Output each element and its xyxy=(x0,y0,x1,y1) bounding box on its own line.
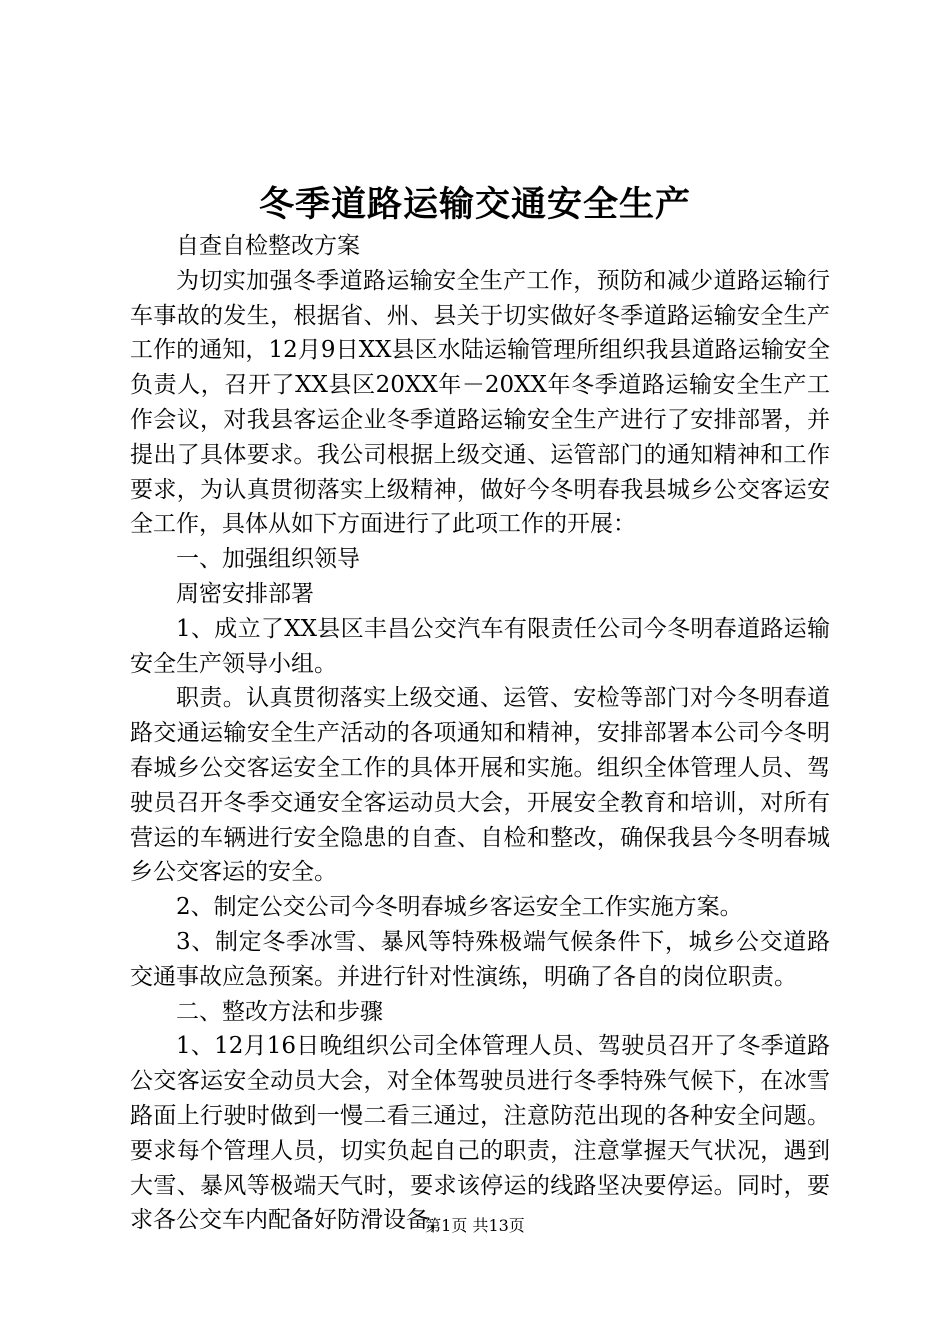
paragraph-intro: 为切实加强冬季道路运输安全生产工作，预防和减少道路运输行车事故的发生，根据省、州、县关于切实做好冬季道路运输安全生产工作的通知，12月9日XX县区水陆运输管理所组织我县道路运输安全负责人，召开了XX县区20XX年－20XX年冬季道路运输安全生产工作会议，对我县客运企业冬季道路运输安全生产进行了安排部署，并提出了具体要求。我公司根据上级交通、运管部门的通知精神和工作要求，为认真贯彻落实上级精神，做好今冬明春我县城乡公交客运安全工作，具体从如下方面进行了此项工作的开展： xyxy=(130,267,830,538)
paragraph-subtitle: 自查自检整改方案 xyxy=(176,233,360,259)
section-heading-2: 二、整改方法和步骤 xyxy=(176,998,383,1025)
page-footer: 第1页 共13页 xyxy=(425,1216,525,1235)
paragraph-item-1: 1、成立了XX县区丰昌公交汽车有限责任公司今冬明春道路运输安全生产领导小组。 xyxy=(130,615,830,677)
section-heading-1: 一、加强组织领导 xyxy=(176,546,360,573)
paragraph-duties: 职责。认真贯彻落实上级交通、运管、安检等部门对今冬明春道路交通运输安全生产活动的各项通知和精神，安排部署本公司今冬明春城乡公交客运安全工作的具体开展和实施。组织全体管理人员、驾驶员召开冬季交通安全客运动员大会，开展安全教育和培训，对所有营运的车辆进行安全隐患的自查、自检和整改，确保我县今冬明春城乡公交客运的安全。 xyxy=(130,685,830,886)
document-body xyxy=(130,229,830,1238)
section-subheading-1: 周密安排部署 xyxy=(176,580,314,607)
paragraph-step-1: 1、12月16日晚组织公司全体管理人员、驾驶员召开了冬季道路公交客运安全动员大会，对全体驾驶员进行冬季特殊气候下，在冰雪路面上行驶时做到一慢二看三通过，注意防范出现的各种安全问题。要求每个管理人员，切实负起自己的职责，注意掌握天气状况，遇到大雪、暴风等极端天气时，要求该停运的线路坚决要停运。同时，要求各公交车内配备好防滑设备， xyxy=(130,1033,830,1234)
document-title: 冬季道路运输交通安全生产 xyxy=(258,184,691,225)
paragraph-item-2: 2、制定公交公司今冬明春城乡客运安全工作实施方案。 xyxy=(176,894,743,921)
paragraph-item-3: 3、制定冬季冰雪、暴风等特殊极端气候条件下，城乡公交道路交通事故应急预案。并进行针对性演练，明确了各自的岗位职责。 xyxy=(130,928,830,990)
